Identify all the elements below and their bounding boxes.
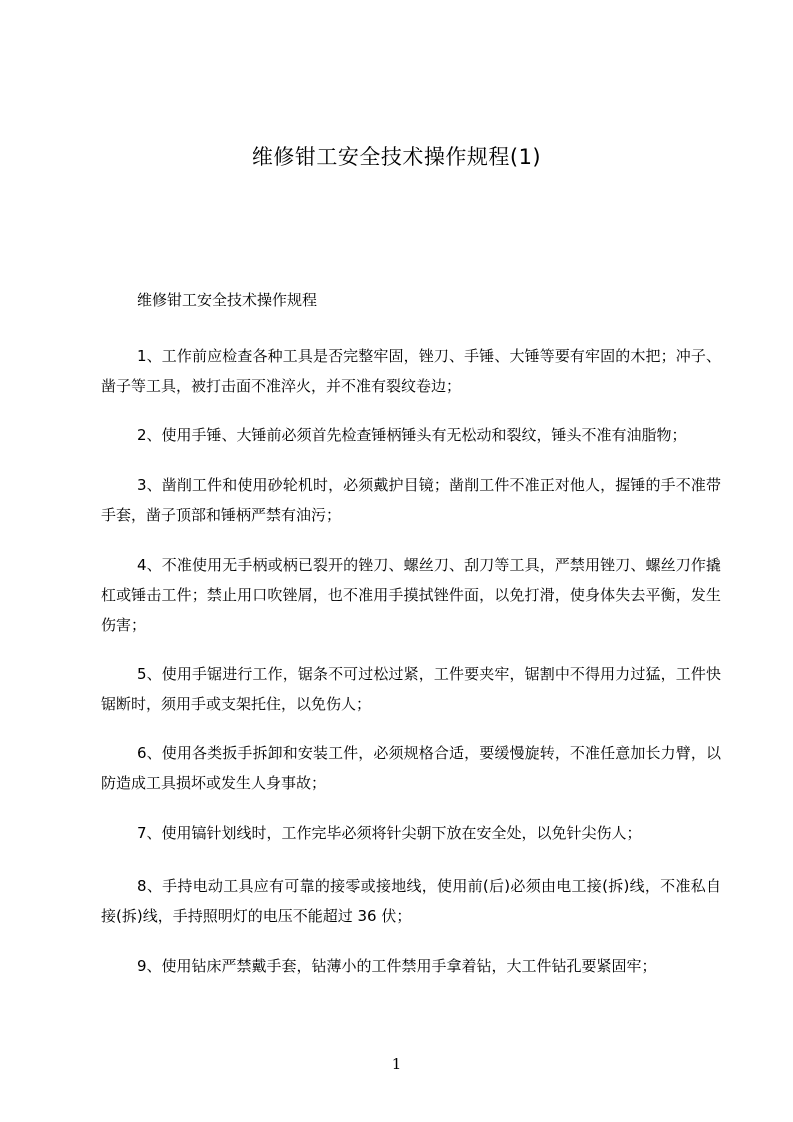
paragraph-2: 2、使用手锤、大锤前必须首先检查锤柄锤头有无松动和裂纹，锤头不准有油脂物； bbox=[137, 426, 687, 444]
paragraph-1: 1、工作前应检查各种工具是否完整牢固，锉刀、手锤、大锤等要有牢固的木把；冲子、凿子等工具，被打击面不准淬火，并不准有裂纹卷边； bbox=[101, 347, 721, 395]
paragraph-5: 5、使用手锯进行工作，锯条不可过松过紧，工件要夹牢，锯割中不得用力过猛，工件快锯断时，须用手或支架托住，以免伤人； bbox=[101, 665, 721, 713]
paragraph-7: 7、使用镐针划线时，工作完毕必须将针尖朝下放在安全处，以免针尖伤人； bbox=[137, 824, 642, 842]
paragraph-4: 4、不准使用无手柄或柄已裂开的锉刀、螺丝刀、刮刀等工具，严禁用锉刀、螺丝刀作撬杠或锤击工件；禁止用口吹锉屑，也不准用手摸拭锉件面，以免打滑，使身体失去平衡，发生伤害； bbox=[101, 556, 721, 634]
paragraph-3: 3、凿削工件和使用砂轮机时，必须戴护目镜；凿削工件不准正对他人，握锤的手不准带手套，凿子顶部和锤柄严禁有油污； bbox=[101, 476, 721, 524]
paragraph-9: 9、使用钻床严禁戴手套，钻薄小的工件禁用手拿着钻，大工件钻孔要紧固牢； bbox=[137, 957, 657, 975]
document-title: 维修钳工安全技术操作规程(1) bbox=[251, 145, 542, 169]
paragraph-6: 6、使用各类扳手拆卸和安装工件，必须规格合适，要缓慢旋转，不准任意加长力臂，以防造成工具损坏或发生人身事故； bbox=[101, 744, 721, 792]
page-number: 1 bbox=[391, 1055, 402, 1073]
document-subtitle: 维修钳工安全技术操作规程 bbox=[137, 291, 318, 309]
paragraph-8: 8、手持电动工具应有可靠的接零或接地线，使用前(后)必须由电工接(拆)线，不准私自接(拆)线，手持照明灯的电压不能超过 36 伏； bbox=[101, 877, 721, 925]
